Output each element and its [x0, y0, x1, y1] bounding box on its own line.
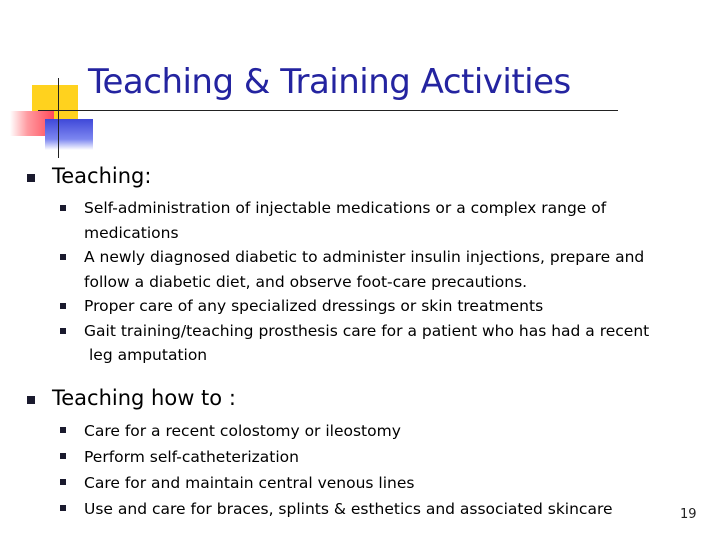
list-item-text: Care for and maintain central venous lines	[84, 474, 415, 492]
section-heading-row	[0, 382, 720, 414]
list-item	[0, 444, 720, 470]
teaching-list	[0, 196, 720, 368]
square-bullet-icon	[60, 303, 66, 309]
list-item-text: Use and care for braces, splints & esthetics and associated skincare	[84, 500, 613, 518]
square-bullet-icon	[60, 453, 66, 459]
list-item-text: Perform self-catheterization	[84, 448, 299, 466]
list-item	[0, 470, 720, 496]
square-bullet-icon	[60, 427, 66, 433]
section-heading-row	[0, 160, 720, 192]
list-item	[0, 418, 720, 444]
decor-vertical-line	[58, 78, 59, 158]
square-bullet-icon	[60, 254, 66, 260]
list-item-text: Self-administration of injectable medications or a complex range of medications	[84, 199, 607, 242]
section-heading: Teaching:	[52, 164, 152, 188]
section-heading: Teaching how to :	[52, 386, 236, 410]
list-item-continuation: leg amputation	[89, 346, 208, 364]
list-item-text: Care for a recent colostomy or ileostomy	[84, 422, 401, 440]
list-item-text	[84, 319, 674, 368]
list-item	[0, 196, 720, 245]
square-bullet-icon	[60, 205, 66, 211]
list-item	[0, 496, 720, 522]
square-bullet-icon	[60, 328, 66, 334]
square-bullet-icon	[27, 174, 35, 182]
list-item	[0, 319, 720, 368]
slide-title: Teaching & Training Activities	[88, 62, 571, 102]
square-bullet-icon	[60, 479, 66, 485]
decor-horizontal-line	[38, 110, 618, 111]
page-number: 19	[680, 507, 697, 522]
square-bullet-icon	[60, 505, 66, 511]
square-bullet-icon	[27, 396, 35, 404]
list-item-text: A newly diagnosed diabetic to administer insulin injections, prepare and follow a diabetic diet, and observe foot-care precautions.	[84, 248, 645, 291]
list-item	[0, 294, 720, 319]
decor-blue-square	[45, 119, 93, 150]
list-item-text-line: Gait training/teaching prosthesis care for a patient who has had a recent	[84, 321, 650, 340]
list-item	[0, 245, 720, 294]
list-item-text: Proper care of any specialized dressings or skin treatments	[84, 297, 544, 315]
teaching-how-to-list	[0, 418, 720, 522]
